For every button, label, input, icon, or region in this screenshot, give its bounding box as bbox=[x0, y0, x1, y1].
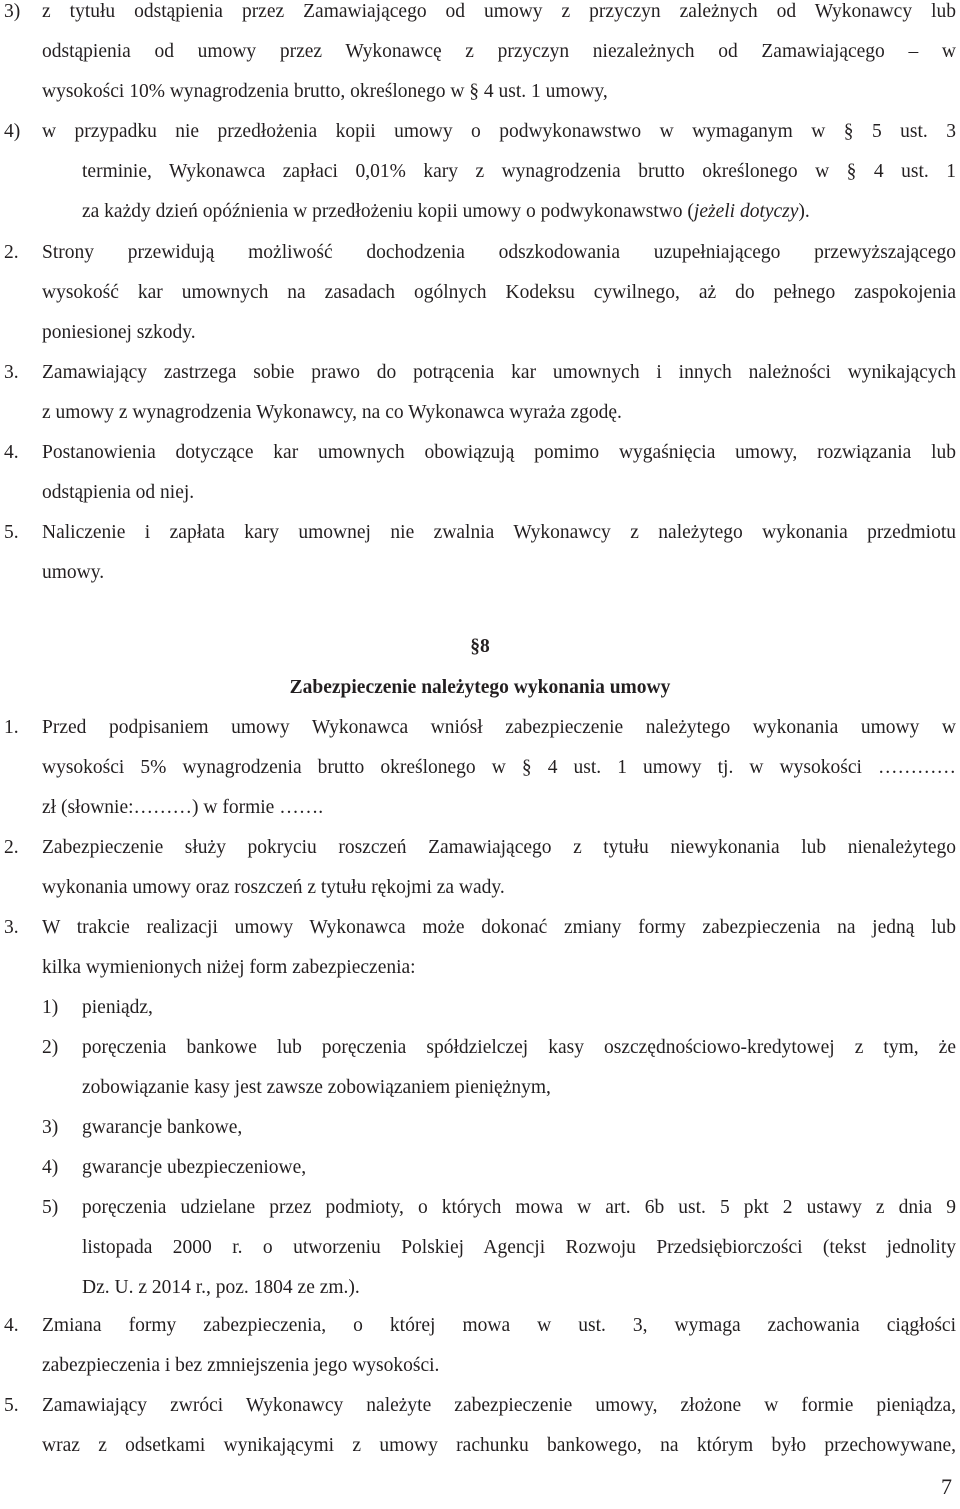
list-item-line: wysokości 10% wynagrodzenia brutto, określonego w § 4 ust. 1 umowy, bbox=[42, 81, 608, 102]
paragraph bbox=[0, 433, 960, 473]
paragraph-number: 5. bbox=[4, 1395, 19, 1416]
paragraph bbox=[0, 908, 960, 948]
list-item-line: gwarancje ubezpieczeniowe, bbox=[82, 1157, 307, 1178]
paragraph-line: Zmiana formy zabezpieczenia, o której mowa w ust. 3, wymaga zachowania ciągłości bbox=[42, 1315, 956, 1336]
list-item bbox=[0, 0, 960, 32]
list-item-line: terminie, Wykonawca zapłaci 0,01% kary z wynagrodzenia brutto określonego w § 4 ust. 1 bbox=[82, 161, 956, 182]
list-item bbox=[0, 112, 960, 152]
paragraph-line: Postanowienia dotyczące kar umownych obowiązują pomimo wygaśnięcia umowy, rozwiązania lub bbox=[42, 442, 956, 463]
list-item-line: Dz. U. z 2014 r., poz. 1804 ze zm.). bbox=[82, 1277, 360, 1298]
list-item-number: 4) bbox=[42, 1157, 59, 1178]
paragraph-line: wysokość kar umownych na zasadach ogólnych Kodeksu cywilnego, aż do pełnego zaspokojenia bbox=[42, 282, 956, 303]
list-item bbox=[0, 1188, 960, 1228]
list-item-line: pieniądz, bbox=[82, 997, 153, 1018]
paragraph-line: Naliczenie i zapłata kary umownej nie zwalnia Wykonawcy z należytego wykonania przedmiotu bbox=[42, 522, 956, 543]
list-item-line: odstąpienia od umowy przez Wykonawcę z przyczyn niezależnych od Zamawiającego – w bbox=[42, 41, 956, 62]
list-item-number: 4) bbox=[4, 121, 21, 142]
paragraph-line: zł (słownie:………) w formie ……. bbox=[42, 797, 324, 818]
list-item-number: 5) bbox=[42, 1197, 59, 1218]
paragraph bbox=[0, 513, 960, 553]
section-title: Zabezpieczenie należytego wykonania umowy bbox=[289, 677, 671, 698]
list-item-line: gwarancje bankowe, bbox=[82, 1117, 243, 1138]
paragraph-line: z umowy z wynagrodzenia Wykonawcy, na co Wykonawca wyraża zgodę. bbox=[42, 402, 622, 423]
list-item-line: zobowiązanie kasy jest zawsze zobowiązaniem pieniężnym, bbox=[82, 1077, 551, 1098]
paragraph bbox=[0, 233, 960, 273]
list-item-line: listopada 2000 r. o utworzeniu Polskiej Agencji Rozwoju Przedsiębiorczości (tekst jednolity bbox=[82, 1237, 956, 1258]
italic-note: jeżeli dotyczy bbox=[693, 201, 799, 222]
list-item-line: z tytułu odstąpienia przez Zamawiającego od umowy z przyczyn zależnych od Wykonawcy lub bbox=[42, 1, 956, 22]
list-item-number: 3) bbox=[42, 1117, 59, 1138]
list-item bbox=[0, 1108, 960, 1148]
security-forms-list bbox=[0, 988, 960, 1308]
paragraph-number: 1. bbox=[4, 717, 19, 738]
list-item bbox=[0, 1028, 960, 1068]
paragraph-line: wraz z odsetkami wynikającymi z umowy rachunku bankowego, na którym było przechowywane, bbox=[42, 1435, 956, 1456]
list-item-line: w przypadku nie przedłożenia kopii umowy o podwykonawstwo w wymaganym w § 5 ust. 3 bbox=[42, 121, 956, 142]
paragraph bbox=[0, 828, 960, 868]
paragraph-line: Strony przewidują możliwość dochodzenia odszkodowania uzupełniającego przewyższającego bbox=[42, 242, 956, 263]
paragraph-line: zabezpieczenia i bez zmniejszenia jego wysokości. bbox=[42, 1355, 440, 1376]
paragraph-line: wykonania umowy oraz roszczeń z tytułu rękojmi za wady. bbox=[42, 877, 505, 898]
section-7-paragraphs bbox=[0, 233, 960, 593]
paragraph bbox=[0, 708, 960, 748]
list-item-line: poręczenia udzielane przez podmioty, o których mowa w art. 6b ust. 5 pkt 2 ustawy z dnia 9 bbox=[82, 1197, 956, 1218]
paragraph bbox=[0, 1386, 960, 1426]
paragraph-number: 5. bbox=[4, 522, 19, 543]
paragraph-line: Zabezpieczenie służy pokryciu roszczeń Zamawiającego z tytułu niewykonania lub nienależytego bbox=[42, 837, 956, 858]
section-8-paragraphs-continued bbox=[0, 1306, 960, 1466]
paragraph bbox=[0, 353, 960, 393]
paragraph-line: W trakcie realizacji umowy Wykonawca może dokonać zmiany formy zabezpieczenia na jedną lub bbox=[42, 917, 956, 938]
paragraph-line: Zamawiający zastrzega sobie prawo do potrącenia kar umownych i innych należności wynikających bbox=[42, 362, 956, 383]
list-item-number: 2) bbox=[42, 1037, 59, 1058]
paragraph-number: 3. bbox=[4, 917, 19, 938]
list-item-number: 3) bbox=[4, 1, 21, 22]
list-item-line: za każdy dzień opóźnienia w przedłożeniu kopii umowy o podwykonawstwo (jeżeli dotyczy). bbox=[82, 201, 810, 222]
paragraph-line: kilka wymienionych niżej form zabezpieczenia: bbox=[42, 957, 416, 978]
section-symbol: §8 bbox=[470, 636, 490, 657]
paragraph-number: 4. bbox=[4, 1315, 19, 1336]
paragraph-number: 4. bbox=[4, 442, 19, 463]
paragraph-line: wysokości 5% wynagrodzenia brutto określonego w § 4 ust. 1 umowy tj. w wysokości ………… bbox=[42, 757, 956, 778]
list-item bbox=[0, 1148, 960, 1188]
page-number: 7 bbox=[941, 1474, 952, 1499]
list-item-line: poręczenia bankowe lub poręczenia spółdzielczej kasy oszczędnościowo-kredytowej z tym, że bbox=[82, 1037, 956, 1058]
paragraph-number: 2. bbox=[4, 242, 19, 263]
paragraph-line: Zamawiający zwróci Wykonawcy należyte zabezpieczenie umowy, złożone w formie pieniądza, bbox=[42, 1395, 956, 1416]
list-item-number: 1) bbox=[42, 997, 59, 1018]
paragraph-line: odstąpienia od niej. bbox=[42, 482, 195, 503]
paragraph-line: Przed podpisaniem umowy Wykonawca wniósł zabezpieczenie należytego wykonania umowy w bbox=[42, 717, 956, 738]
paragraph-number: 3. bbox=[4, 362, 19, 383]
section-8-paragraphs bbox=[0, 708, 960, 988]
paragraph-number: 2. bbox=[4, 837, 19, 858]
penalty-list-continued bbox=[0, 0, 960, 232]
paragraph-line: umowy. bbox=[42, 562, 105, 583]
list-item bbox=[0, 988, 960, 1028]
paragraph bbox=[0, 1306, 960, 1346]
paragraph-line: poniesionej szkody. bbox=[42, 322, 196, 343]
